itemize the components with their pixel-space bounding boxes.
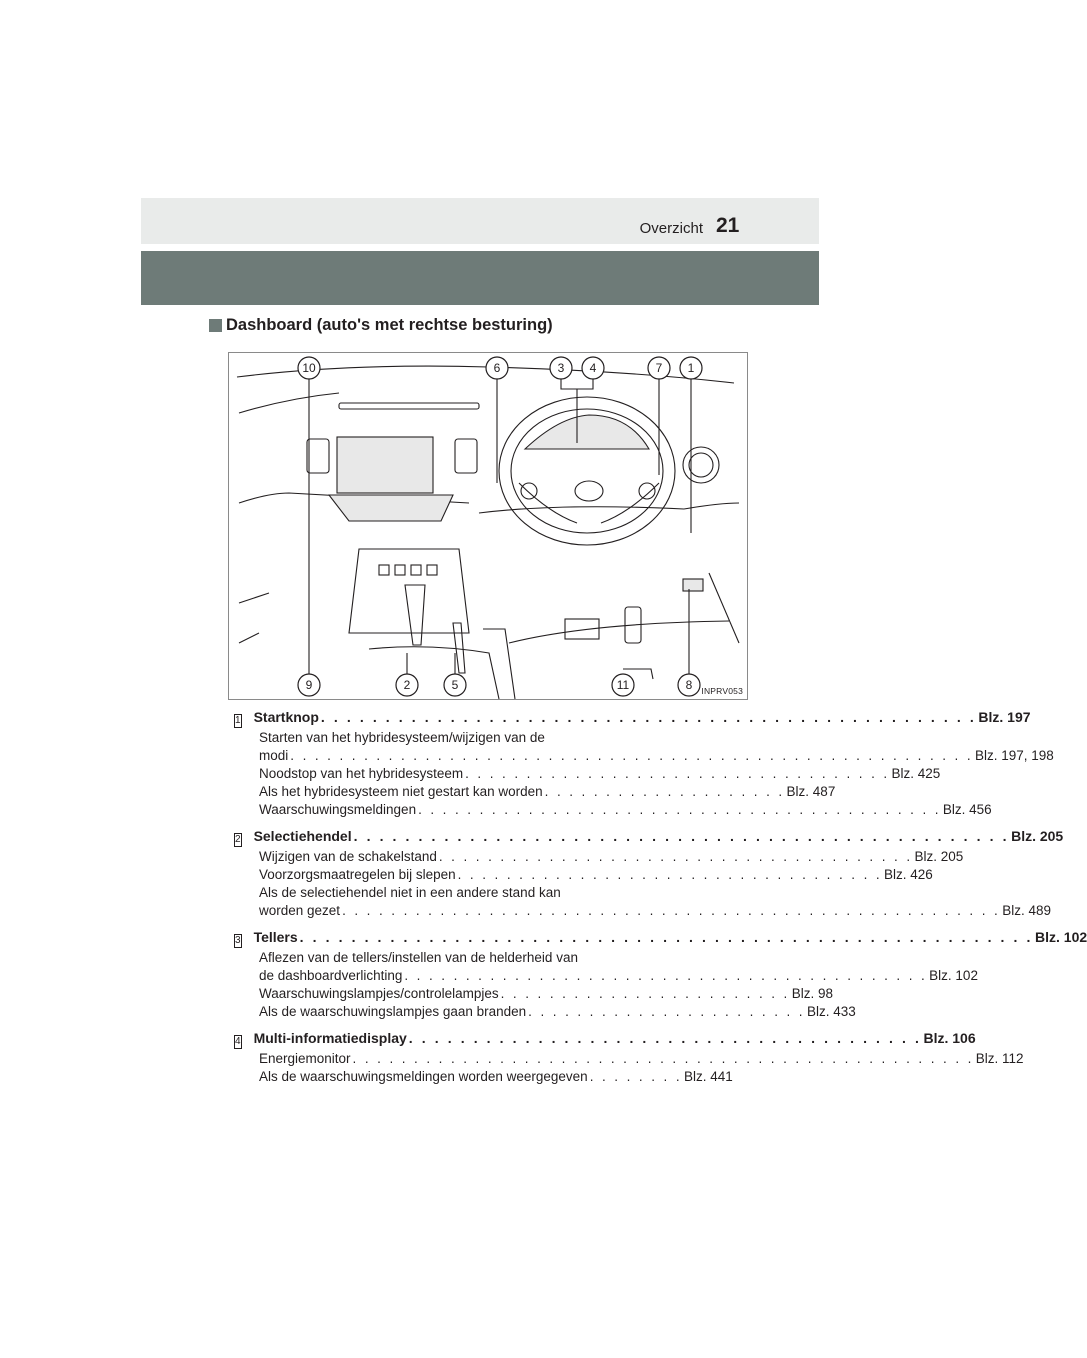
callout-3: 3	[557, 361, 565, 375]
entry-number: 4	[235, 1036, 241, 1047]
entry-head	[234, 1030, 976, 1050]
entry-number: 3	[235, 935, 241, 946]
callout-10: 10	[302, 361, 316, 375]
sub-item: Als de selectiehendel niet in een andere stand kan	[259, 885, 561, 900]
entry-selectiehendel	[234, 828, 1064, 920]
callout-4: 4	[589, 361, 597, 375]
callout-8: 8	[685, 678, 693, 692]
heading-text: Dashboard (auto's met rechtse besturing)	[226, 316, 553, 334]
sub-item: Wijzigen van de schakelstand . . . . . . . . . . . . . . . . . . . . . . . . . . . . . . . . . . . . . . . Blz. 205	[259, 849, 964, 864]
dashboard-drawing	[229, 353, 747, 699]
callout-7: 7	[655, 361, 663, 375]
sub-item: Starten van het hybridesysteem/wijzigen van de	[259, 730, 545, 745]
figure-code: INPRV053	[701, 686, 743, 696]
callout-11: 11	[616, 678, 630, 692]
sub-item: Als de waarschuwingslampjes gaan branden . . . . . . . . . . . . . . . . . . . . . . . Blz. 433	[259, 1004, 856, 1019]
entry-page: Blz. 106	[923, 1030, 976, 1046]
dot-leader: . . . . . . . . . . . . . . . . . . . . . . . . . . . . . . . . . . . . . . . . . . . . . . . . . . .	[353, 828, 1010, 844]
callout-5: 5	[451, 678, 459, 692]
sub-item: Energiemonitor . . . . . . . . . . . . . . . . . . . . . . . . . . . . . . . . . . . . . . . . . . . . . . . . . . . Blz. 112	[259, 1051, 1024, 1066]
sub-item: Waarschuwingslampjes/controlelampjes . . . . . . . . . . . . . . . . . . . . . . . . Blz. 98	[259, 986, 833, 1001]
entry-title: Tellers	[253, 929, 298, 945]
callout-2: 2	[403, 678, 411, 692]
callout-1: 1	[687, 361, 695, 375]
callout-6: 6	[493, 361, 501, 375]
entry-page: Blz. 197	[978, 709, 1031, 725]
sub-item: Als de waarschuwingsmeldingen worden weergegeven . . . . . . . . Blz. 441	[259, 1069, 733, 1084]
sub-item: Voorzorgsmaatregelen bij slepen . . . . . . . . . . . . . . . . . . . . . . . . . . . . . . . . . . . Blz. 426	[259, 867, 933, 882]
entry-tellers	[234, 929, 1087, 1021]
callout-9: 9	[305, 678, 313, 692]
entry-number: 1	[235, 715, 241, 726]
entry-head	[234, 828, 1064, 848]
dot-leader: . . . . . . . . . . . . . . . . . . . . . . . . . . . . . . . . . . . . . . . . . . . . . . . . . . .	[320, 709, 977, 725]
heading-square-icon	[209, 319, 222, 332]
sub-item: Waarschuwingsmeldingen . . . . . . . . . . . . . . . . . . . . . . . . . . . . . . . . . . . . . . . . . . . Blz. 456	[259, 802, 992, 817]
entry-title: Selectiehendel	[253, 828, 352, 844]
entry-startknop	[234, 709, 1054, 819]
entry-title: Multi-informatiedisplay	[253, 1030, 407, 1046]
section-heading	[209, 316, 553, 335]
section-name: Overzicht	[639, 220, 703, 237]
title-bar	[141, 251, 819, 305]
page-number: 21	[716, 214, 740, 237]
entry-number: 2	[235, 834, 241, 845]
entry-multi-informatiedisplay	[234, 1030, 1024, 1086]
entry-head	[234, 929, 1087, 949]
sub-item: modi . . . . . . . . . . . . . . . . . . . . . . . . . . . . . . . . . . . . . . . . . . . . . . . . . . . . . . . . Blz. 197, 198	[259, 748, 1054, 763]
sub-item: de dashboardverlichting . . . . . . . . . . . . . . . . . . . . . . . . . . . . . . . . . . . . . . . . . . . Blz. 102	[259, 968, 978, 983]
entry-title: Startknop	[253, 709, 319, 725]
sub-item: Aflezen van de tellers/instellen van de helderheid van	[259, 950, 578, 965]
sub-item: Noodstop van het hybridesysteem . . . . . . . . . . . . . . . . . . . . . . . . . . . . . . . . . . . Blz. 425	[259, 766, 941, 781]
entries-list	[234, 709, 1087, 1095]
entry-page: Blz. 102	[1035, 929, 1087, 945]
dot-leader: . . . . . . . . . . . . . . . . . . . . . . . . . . . . . . . . . . . . . . . . . . . . . . . . . . . . . . . . .	[299, 929, 1034, 945]
entry-page: Blz. 205	[1011, 828, 1064, 844]
sub-item: worden gezet . . . . . . . . . . . . . . . . . . . . . . . . . . . . . . . . . . . . . . . . . . . . . . . . . . . . . . Blz. 489	[259, 903, 1051, 918]
sub-item: Als het hybridesysteem niet gestart kan worden . . . . . . . . . . . . . . . . . . . . Blz. 487	[259, 784, 836, 799]
dashboard-illustration	[228, 352, 748, 700]
dot-leader: . . . . . . . . . . . . . . . . . . . . . . . . . . . . . . . . . . . . . . . .	[408, 1030, 922, 1046]
entry-head	[234, 709, 1031, 729]
